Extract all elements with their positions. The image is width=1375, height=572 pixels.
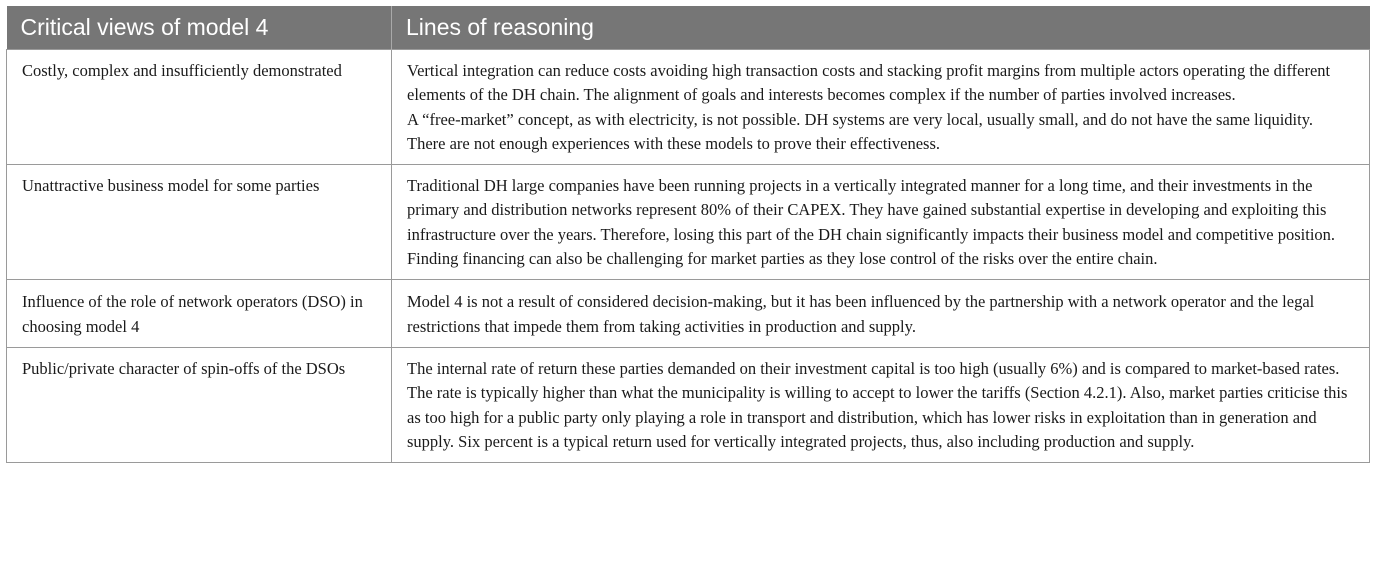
reasoning-line: There are not enough experiences with these models to prove their effectiveness. [407,133,940,153]
table-row [7,165,1370,280]
critical-view-cell: Unattractive business model for some parties [7,165,392,280]
reasoning-cell [392,347,1370,462]
table-row [7,50,1370,165]
critical-view-cell: Public/private character of spin-offs of the DSOs [7,347,392,462]
table-row [7,280,1370,348]
critical-view-cell: Influence of the role of network operators (DSO) in choosing model 4 [7,280,392,348]
reasoning-line: Vertical integration can reduce costs avoiding high transaction costs and stacking profit margins from multiple actors operating the different elements of the DH chain. The alignment of goals and interests becomes complex if the number of parties involved increases. [407,61,1331,105]
table-header-row [7,6,1370,50]
header-critical-views: Critical views of model 4 [7,6,392,50]
table-row [7,347,1370,462]
critical-views-table [6,6,1370,463]
reasoning-cell [392,280,1370,348]
reasoning-cell [392,165,1370,280]
reasoning-line: Finding financing can also be challenging for market parties as they lose control of the risks over the entire chain. [407,249,1158,269]
reasoning-line: Traditional DH large companies have been running projects in a vertically integrated manner for a long time, and their investments in the primary and distribution networks represent 80% of their CAPEX. They have gained substantial expertise in developing and exploiting this infrastructure over the years. Therefore, losing this part of the DH chain significantly impacts their business model and competitive position. [407,176,1336,244]
critical-view-cell: Costly, complex and insufficiently demonstrated [7,50,392,165]
reasoning-line: The internal rate of return these parties demanded on their investment capital is too high (usually 6%) and is compared to market-based rates. The rate is typically higher than what the municipality is willing to accept to lower the tariffs (Section 4.2.1). Also, market parties criticise this as too high for a public party only playing a role in transport and distribution, which has lower risks in exploitation than in generation and supply. Six percent is a typical return used for vertically integrated projects, thus, also including production and supply. [407,358,1348,451]
reasoning-line: Model 4 is not a result of considered decision-making, but it has been influenced by the partnership with a network operator and the legal restrictions that impede them from taking activities in production and supply. [407,292,1315,336]
reasoning-line: A “free-market” concept, as with electricity, is not possible. DH systems are very local, usually small, and do not have the same liquidity. [407,109,1314,129]
header-lines-of-reasoning: Lines of reasoning [392,6,1370,50]
reasoning-cell [392,50,1370,165]
